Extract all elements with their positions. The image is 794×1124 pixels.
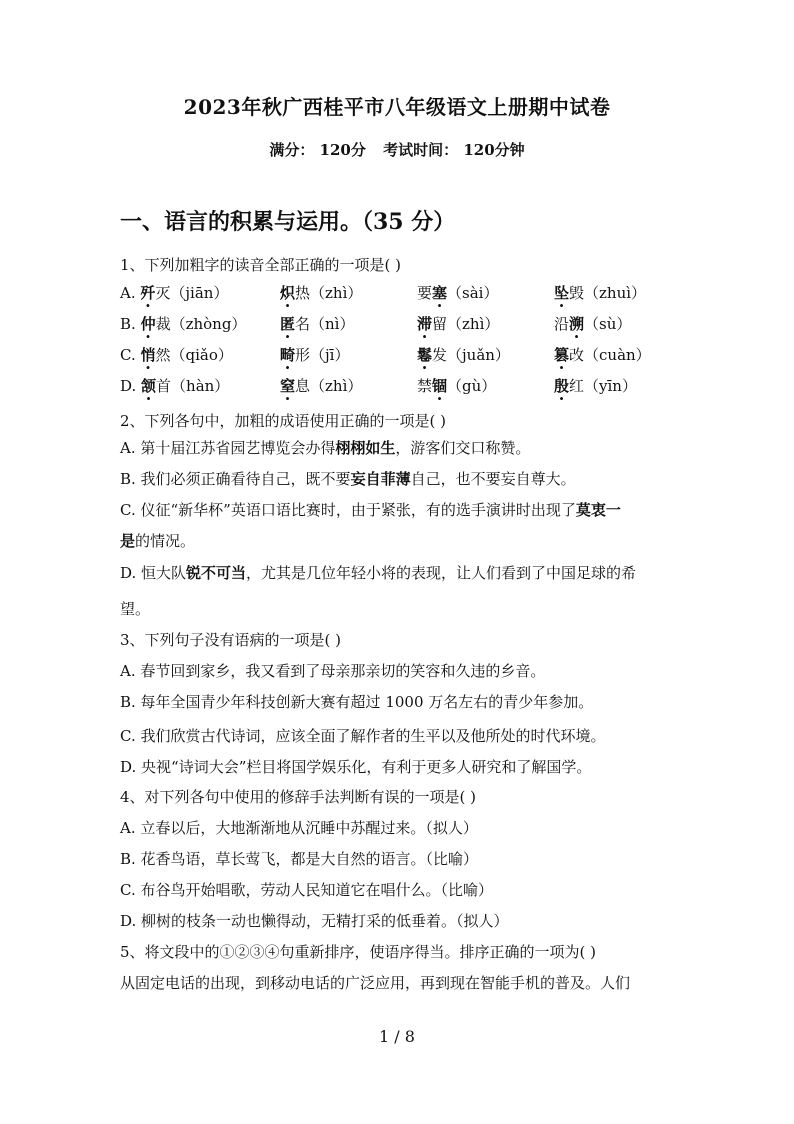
q1-row-b: B. 仲裁（zhòng） 匿名（nì） 滞留（zhì） 沿溯（sù） <box>120 315 632 333</box>
q2-option-a: A. 第十届江苏省园艺博览会办得栩栩如生，游客们交口称赞。 <box>120 439 531 457</box>
q4-stem: 4、对下列各句中使用的修辞手法判断有误的一项是( ) <box>120 788 477 806</box>
q5-stem: 5、将文段中的①②③④句重新排序，使语序得当。排序正确的一项为( ) <box>120 943 597 961</box>
q3-option-c: C. 我们欣赏古代诗词，应该全面了解作者的生平以及他所处的时代环境。 <box>120 727 606 745</box>
q5-text: 从固定电话的出现，到移动电话的广泛应用，再到现在智能手机的普及。人们 <box>120 974 631 992</box>
exam-title: 2023年秋广西桂平市八年级语文上册期中试卷 <box>183 95 611 119</box>
q2-option-d: D. 恒大队锐不可当，尤其是几位年轻小将的表现，让人们看到了中国足球的希 <box>120 564 637 582</box>
q2-option-c-cont: 是的情况。 <box>120 532 196 550</box>
q4-option-c: C. 布谷鸟开始唱歌，劳动人民知道它在唱什么。（比喻） <box>120 881 493 899</box>
q1-stem: 1、下列加粗字的读音全部正确的一项是( ) <box>120 256 402 274</box>
q2-option-b: B. 我们必须正确看待自己，既不要妄自菲薄自己，也不要妄自尊大。 <box>120 470 576 488</box>
q4-option-d: D. 柳树的枝条一动也懒得动，无精打采的低垂着。（拟人） <box>120 912 509 930</box>
q4-option-b: B. 花香鸟语，草长莺飞，都是大自然的语言。（比喻） <box>120 850 479 868</box>
q4-option-a: A. 立春以后，大地渐渐地从沉睡中苏醒过来。（拟人） <box>120 819 478 837</box>
section-heading: 一、语言的积累与运用。（35 分） <box>120 209 456 235</box>
q3-stem: 3、下列句子没有语病的一项是( ) <box>120 631 342 649</box>
exam-time: 考试时间： 120分钟 <box>383 141 525 159</box>
q2-option-c: C. 仪征“新华杯”英语口语比赛时，由于紧张，有的选手演讲时出现了莫衷一 <box>120 501 621 519</box>
q3-option-b: B. 每年全国青少年科技创新大赛有超过 1000 万名左右的青少年参加。 <box>120 693 594 711</box>
q1-row-d: D. 颔首（hàn） 窒息（zhì） 禁锢（gù） 殷红（yīn） <box>120 377 637 395</box>
q3-option-a: A. 春节回到家乡，我又看到了母亲那亲切的笑容和久违的乡音。 <box>120 662 546 680</box>
q1-row-a: A. 歼灭（jiān） 炽热（zhì） 要塞（sài） 坠毁（zhuì） <box>120 284 647 302</box>
q1-row-c: C. 悄然（qiǎo） 畸形（jī） 鬈发（juǎn） 篡改（cuàn） <box>120 346 651 364</box>
q3-option-d: D. 央视“诗词大会”栏目将国学娱乐化，有利于更多人研究和了解国学。 <box>120 758 592 776</box>
page-number: 1 / 8 <box>379 1027 415 1046</box>
full-score: 满分： 120分 <box>269 141 366 159</box>
q2-option-d-cont: 望。 <box>120 600 151 618</box>
q2-stem: 2、下列各句中，加粗的成语使用正确的一项是( ) <box>120 412 447 430</box>
exam-meta <box>0 139 794 160</box>
